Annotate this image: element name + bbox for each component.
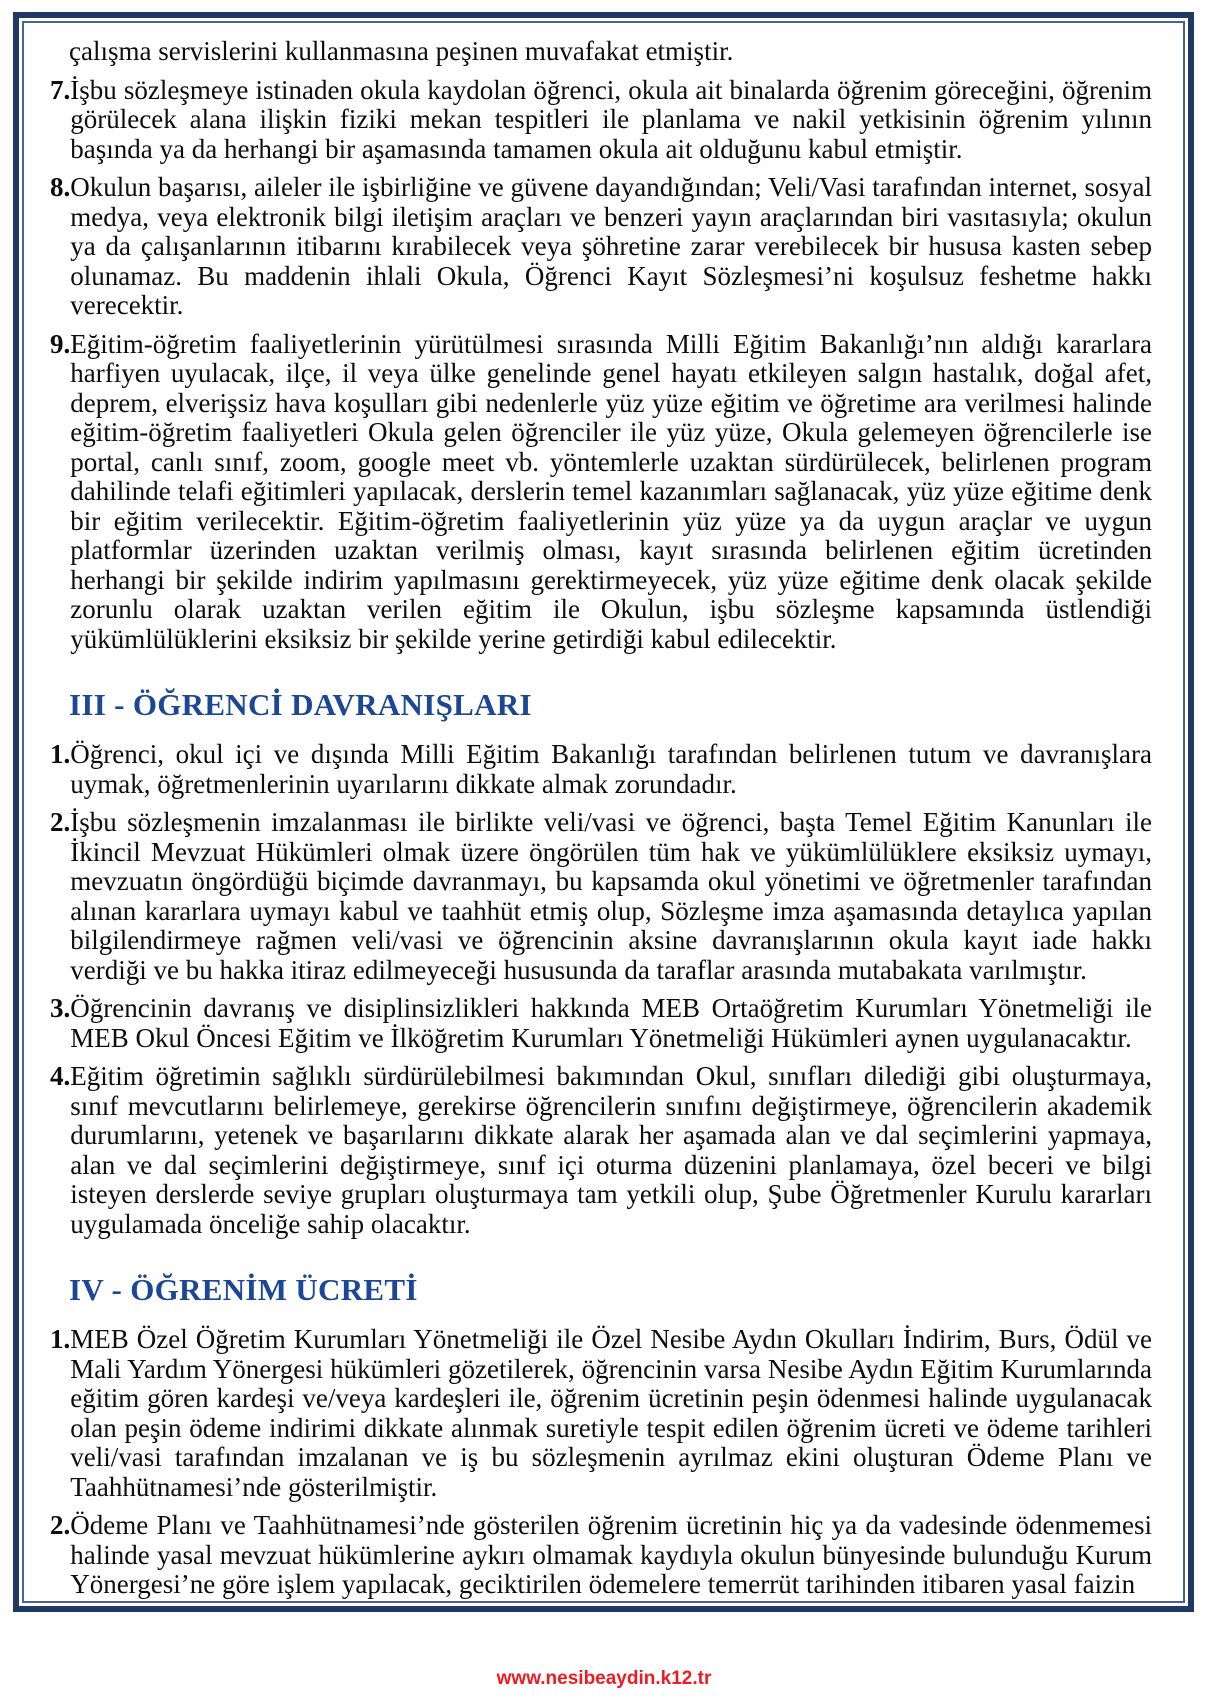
contract-item-iii-1	[50, 740, 1152, 799]
item-number: 7.	[50, 74, 71, 105]
item-text: Öğrencinin davranış ve disiplinsizlikleri hakkında MEB Ortaöğretim Kurumları Yönetmeliği ile MEB Okul Öncesi Eğitim ve İlköğretim Kurumları Yönetmeliği Hükümleri aynen uygulanacaktır.	[70, 993, 1152, 1053]
item-text: Öğrenci, okul içi ve dışında Milli Eğitim Bakanlığı tarafından belirlenen tutum ve davranışlara uymak, öğretmenlerinin uyarılarını dikkate almak zorundadır.	[70, 739, 1152, 799]
item-text: Okulun başarısı, aileler ile işbirliğine ve güvene dayandığından; Veli/Vasi tarafından internet, sosyal medya, veya elektronik bilgi iletişim araçları ve benzeri yayın araçlarından biri vasıtasıyla; okulun ya da çalışanlarının itibarını kırabilecek veya şöhretine zarar verebilecek bir hususa kasten sebep olunamaz. Bu maddenin ihlali Okula, Öğrenci Kayıt Sözleşmesi’ni koşulsuz feshetme hakkı verecektir.	[70, 172, 1152, 320]
page-border-frame	[13, 12, 1194, 1612]
item-text: Ödeme Planı ve Taahhütnamesi’nde gösterilen öğrenim ücretinin hiç ya da vadesinde ödenmemesi halinde yasal mevzuat hükümlerine aykırı olmamak kaydıyla okulun bünyesinde bulunduğu Kurum Yönergesi’ne göre işlem yapılacak, geciktirilen ödemelere temerrüt tarihinden itibaren yasal faizin	[70, 1510, 1152, 1599]
item-text: Eğitim öğretimin sağlıklı sürdürülebilmesi bakımından Okul, sınıfları dilediği gibi oluşturmaya, sınıf mevcutlarını belirlemeye, gerekirse öğrencilerin sınıfını değiştirmeye, öğrencilerin akademik durumlarını, yetenek ve başarılarını dikkate alarak her aşamada alan ve dal seçimlerini yapmaya, alan ve dal seçimlerini değiştirmeye, sınıf içi oturma düzenini planlamaya, özel beceri ve bilgi isteyen derslerde seviye grupları oluşturmaya tam yetkili olup, Şube Öğretmenler Kurulu kararları uygulamada önceliğe sahip olacaktır.	[70, 1061, 1152, 1239]
item-number: 9.	[50, 328, 71, 359]
item-number: 1.	[50, 1324, 71, 1354]
footer	[0, 1668, 1208, 1690]
continuation-paragraph: çalışma servislerini kullanmasına peşinen muvafakat etmiştir.	[69, 36, 734, 66]
item-text: İşbu sözleşmenin imzalanması ile birlikte veli/vasi ve öğrenci, başta Temel Eğitim Kanunları ile İkincil Mevzuat Hükümleri olmak üzere öngörülen tüm hak ve yükümlülüklere eksiksiz uymayı, mevzuatın öngördüğü biçimde davranmayı, bu kapsamda okul yönetimi ve öğretmenler tarafından alınan kararlara uymayı kabul ve taahhüt etmiş olup, Sözleşme imza aşamasında detaylıca yapılan bilgilendirmeye rağmen veli/vasi ve öğrencinin aksine davranışlarının okula kayıt iade hakkı verdiği ve bu hakka itiraz edilmeyeceği hususunda da taraflar arasında mutabakata varılmıştır.	[70, 807, 1152, 985]
contract-item-9	[50, 330, 1152, 655]
contract-item-iii-4	[50, 1062, 1152, 1239]
contract-item-8	[50, 173, 1152, 321]
contract-item-7	[50, 76, 1152, 165]
section-heading-iii: III - ÖĞRENCİ DAVRANIŞLARI	[69, 687, 532, 722]
item-text: MEB Özel Öğretim Kurumları Yönetmeliği ile Özel Nesibe Aydın Okulları İndirim, Burs, Ödül ve Mali Yardım Yönergesi hükümleri gözetilerek, öğrencinin varsa Nesibe Aydın Eğitim Kurumlarında eğitim gören kardeşi ve/veya kardeşleri ile, öğrenim ücretinin peşin ödenmesi halinde uygulanacak olan peşin ödeme indirimi dikkate alınmak suretiyle tespit edilen öğrenim ücreti ve ödeme tarihleri veli/vasi tarafından imzalanan ve iş bu sözleşmenin ayrılmaz ekini oluşturan Ödeme Planı ve Taahhütnamesi’nde gösterilmiştir.	[70, 1324, 1152, 1502]
section-heading-iv: IV - ÖĞRENİM ÜCRETİ	[69, 1272, 418, 1307]
footer-url: www.nesibeaydin.k12.tr	[496, 1668, 712, 1689]
contract-item-iii-3	[50, 994, 1152, 1053]
item-number: 2.	[50, 807, 71, 837]
inner-border-frame	[22, 21, 1185, 1603]
item-number: 4.	[50, 1061, 71, 1091]
item-text: İşbu sözleşmeye istinaden okula kaydolan öğrenci, okula ait binalarda öğrenim göreceğini, öğrenim görülecek alana ilişkin fiziki mekan tespitleri ile planlama ve nakil yetkisinin öğrenim yılının başında ya da herhangi bir aşamasında tamamen okula ait olduğunu kabul etmiştir.	[70, 74, 1152, 164]
document-content	[24, 23, 1183, 1600]
item-number: 1.	[50, 739, 71, 769]
contract-item-iii-2	[50, 808, 1152, 985]
item-text: Eğitim-öğretim faaliyetlerinin yürütülmesi sırasında Milli Eğitim Bakanlığı’nın aldığı kararlara harfiyen uyulacak, ilçe, il veya ülke genelinde genel hayatı etkileyen salgın hastalık, doğal afet, deprem, elverişsiz hava koşulları gibi nedenlerle yüz yüze eğitim ve öğretime ara verilmesi halinde eğitim-öğretim faaliyetleri Okula gelen öğrenciler ile yüz yüze, Okula gelemeyen öğrencilerle ise portal, canlı sınıf, zoom, google meet vb. yöntemlerle uzaktan sürdürülecek, belirlenen program dahilinde telafi eğitimleri yapılacak, derslerin temel kazanımları sağlanacak, yüz yüze eğitime denk bir eğitim verilecektir. Eğitim-öğretim faaliyetlerinin yüz yüze ya da uygun araçlar ve uygun platformlar üzerinden uzaktan verilmiş olması, kayıt sırasında belirlenen eğitim ücretinden herhangi bir şekilde indirim yapılmasını gerektirmeyecek, yüz yüze eğitime denk olacak şekilde zorunlu olarak uzaktan verilen eğitim ile Okulun, işbu sözleşme kapsamında üstlendiği yükümlülüklerini eksiksiz bir şekilde yerine getirdiği kabul edilecektir.	[70, 328, 1152, 654]
item-number: 8.	[50, 172, 71, 202]
item-number: 3.	[50, 993, 71, 1023]
item-number: 2.	[50, 1510, 71, 1540]
contract-item-iv-1	[50, 1325, 1152, 1502]
contract-item-iv-2	[50, 1511, 1152, 1600]
